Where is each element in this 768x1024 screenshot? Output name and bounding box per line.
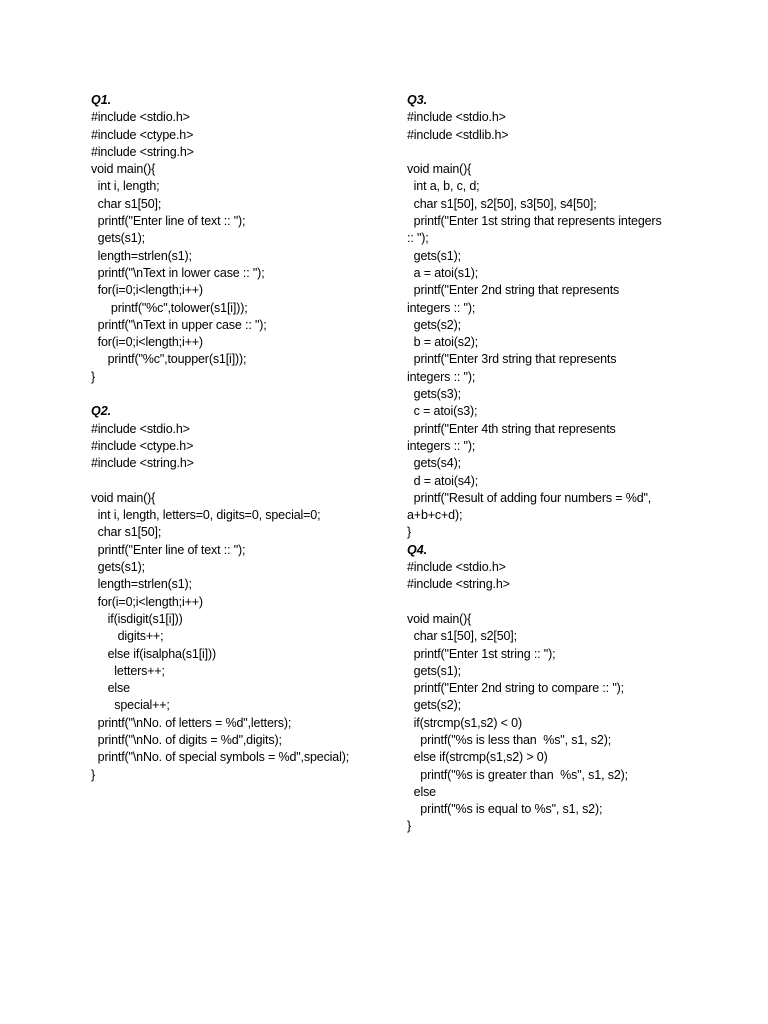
- code-line: for(i=0;i<length;i++): [91, 335, 203, 350]
- code-line: printf("Enter 2nd string to compare :: ");: [407, 681, 624, 696]
- code-line: #include <stdlib.h>: [407, 127, 509, 142]
- code-line: c = atoi(s3);: [407, 404, 478, 419]
- code-line: printf("Enter 1st string that represents integers: [407, 214, 662, 229]
- code-line: else if(isalpha(s1[i])): [91, 646, 217, 661]
- code-line: printf("\nNo. of special symbols = %d",special);: [91, 750, 350, 765]
- question-q4: [407, 542, 707, 836]
- code-line: #include <ctype.h>: [91, 438, 194, 453]
- code-line: void main(){: [91, 162, 156, 177]
- code-line: char s1[50];: [91, 196, 162, 211]
- code-line: void main(){: [407, 611, 472, 626]
- code-line: printf("%c",tolower(s1[i]));: [91, 300, 248, 315]
- question-title: Q4.: [407, 542, 428, 557]
- code-line: :: ");: [407, 231, 429, 246]
- code-line: gets(s2);: [407, 698, 461, 713]
- code-line: char s1[50], s2[50], s3[50], s4[50];: [407, 196, 597, 211]
- left-column: [91, 92, 391, 784]
- code-line: }: [407, 525, 412, 540]
- code-line: printf("Enter 1st string :: ");: [407, 646, 556, 661]
- code-line: gets(s3);: [407, 387, 461, 402]
- code-line: printf("Enter line of text :: ");: [91, 542, 246, 557]
- code-line: d = atoi(s4);: [407, 473, 479, 488]
- code-line: digits++;: [91, 629, 164, 644]
- code-line: for(i=0;i<length;i++): [91, 283, 203, 298]
- code-line: else: [407, 784, 436, 799]
- code-line: #include <string.h>: [407, 577, 510, 592]
- question-title: Q1.: [91, 93, 112, 107]
- code-line: integers :: ");: [407, 300, 476, 315]
- question-q2: [91, 403, 391, 784]
- code-line: printf("%s is equal to %s", s1, s2);: [407, 802, 603, 817]
- code-line: char s1[50];: [91, 525, 162, 540]
- code-line: [407, 144, 707, 161]
- code-line: int a, b, c, d;: [407, 179, 480, 194]
- code-line: gets(s2);: [407, 317, 461, 332]
- code-block: [407, 559, 707, 836]
- code-line: length=strlen(s1);: [91, 577, 192, 592]
- code-line: letters++;: [91, 663, 165, 678]
- code-line: int i, length;: [91, 179, 160, 194]
- section-gap: [91, 386, 391, 403]
- code-line: b = atoi(s2);: [407, 335, 479, 350]
- code-line: #include <stdio.h>: [91, 421, 190, 436]
- code-block: [91, 421, 391, 784]
- code-line: printf("Enter 2nd string that represents: [407, 283, 620, 298]
- code-line: }: [91, 767, 96, 782]
- question-title: Q2.: [91, 404, 112, 419]
- code-line: gets(s1);: [91, 560, 145, 575]
- code-line: [91, 473, 391, 490]
- code-line: #include <stdio.h>: [407, 560, 506, 575]
- right-column: [407, 92, 707, 836]
- code-line: a = atoi(s1);: [407, 265, 479, 280]
- code-block: [407, 109, 707, 541]
- code-line: if(isdigit(s1[i])): [91, 611, 183, 626]
- code-line: }: [407, 819, 412, 834]
- code-line: printf("\nNo. of digits = %d",digits);: [91, 732, 282, 747]
- code-line: printf("%s is greater than %s", s1, s2);: [407, 767, 628, 782]
- code-line: printf("\nNo. of letters = %d",letters);: [91, 715, 292, 730]
- code-line: integers :: ");: [407, 438, 476, 453]
- code-line: char s1[50], s2[50];: [407, 629, 517, 644]
- code-line: gets(s1);: [407, 248, 461, 263]
- code-line: gets(s1);: [407, 663, 461, 678]
- code-line: printf("Enter 4th string that represents: [407, 421, 616, 436]
- code-line: void main(){: [91, 490, 156, 505]
- code-line: if(strcmp(s1,s2) < 0): [407, 715, 522, 730]
- code-line: printf("\nText in lower case :: ");: [91, 265, 265, 280]
- code-line: [407, 594, 707, 611]
- code-line: gets(s1);: [91, 231, 145, 246]
- code-line: a+b+c+d);: [407, 508, 463, 523]
- code-line: #include <stdio.h>: [91, 110, 190, 125]
- question-q1: [91, 92, 391, 386]
- code-line: }: [91, 369, 96, 384]
- code-line: #include <stdio.h>: [407, 110, 506, 125]
- code-line: special++;: [91, 698, 170, 713]
- question-title: Q3.: [407, 93, 428, 107]
- code-line: printf("Result of adding four numbers = %d",: [407, 490, 652, 505]
- code-line: printf("Enter line of text :: ");: [91, 214, 246, 229]
- code-block: [91, 109, 391, 386]
- code-line: gets(s4);: [407, 456, 461, 471]
- code-line: void main(){: [407, 162, 472, 177]
- question-q3: [407, 92, 707, 542]
- code-line: length=strlen(s1);: [91, 248, 192, 263]
- code-line: for(i=0;i<length;i++): [91, 594, 203, 609]
- code-line: #include <ctype.h>: [91, 127, 194, 142]
- code-line: else if(strcmp(s1,s2) > 0): [407, 750, 548, 765]
- code-line: printf("%s is less than %s", s1, s2);: [407, 732, 612, 747]
- code-line: printf("Enter 3rd string that represents: [407, 352, 617, 367]
- code-line: #include <string.h>: [91, 456, 194, 471]
- code-line: printf("%c",toupper(s1[i]));: [91, 352, 247, 367]
- code-line: else: [91, 681, 130, 696]
- code-line: int i, length, letters=0, digits=0, special=0;: [91, 508, 321, 523]
- code-line: integers :: ");: [407, 369, 476, 384]
- code-line: printf("\nText in upper case :: ");: [91, 317, 267, 332]
- code-line: #include <string.h>: [91, 144, 194, 159]
